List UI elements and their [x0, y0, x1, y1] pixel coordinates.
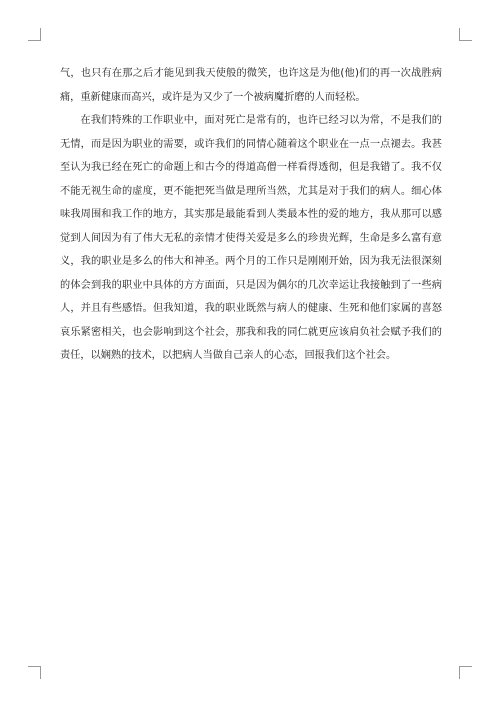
crop-mark-top-left	[28, 28, 41, 41]
crop-mark-bottom-right	[459, 666, 472, 679]
paragraph-main: 在我们特殊的工作职业中，面对死亡是常有的，也许已经习以为常，不是我们的无情，而是因为职业的需要，或许我们的同情心随着这个职业在一点一点褪去。我甚至认为我已经在死亡的命题上和古今的得道高僧一样看得透彻，但是我错了。我不仅不能无视生命的虚度，更不能把死当做是理所当然，尤其是对于我们的病人。细心体味我周围和我工作的地方，其实那是最能看到人类最本性的爱的地方，我从那可以感觉到人间因为有了伟大无私的亲情才使得关爱是多么的珍贵光辉，生命是多么富有意义，我的职业是多么的伟大和神圣。两个月的工作只是刚刚开始，因为我无法很深刻的体会到我的职业中具体的方方面面，只是因为偶尔的几次幸运让我接触到了一些病人，并且有些感悟。但我知道，我的职业既然与病人的健康、生死和他们家属的喜怒哀乐紧密相关，也会影响到这个社会，那我和我的同仁就更应该肩负社会赋予我们的责任，以娴熟的技术，以把病人当做自己亲人的心态，回报我们这个社会。	[60, 115, 442, 361]
paragraph-continuation: 气，也只有在那之后才能见到我天使般的微笑，也许这是为他(他)们的再一次战胜病痛，重新健康而高兴，或许是为又少了一个被病魔折磨的人而轻松。	[60, 68, 442, 103]
crop-mark-top-right	[459, 28, 472, 41]
crop-mark-bottom-left	[28, 666, 41, 679]
document-body	[60, 62, 442, 368]
